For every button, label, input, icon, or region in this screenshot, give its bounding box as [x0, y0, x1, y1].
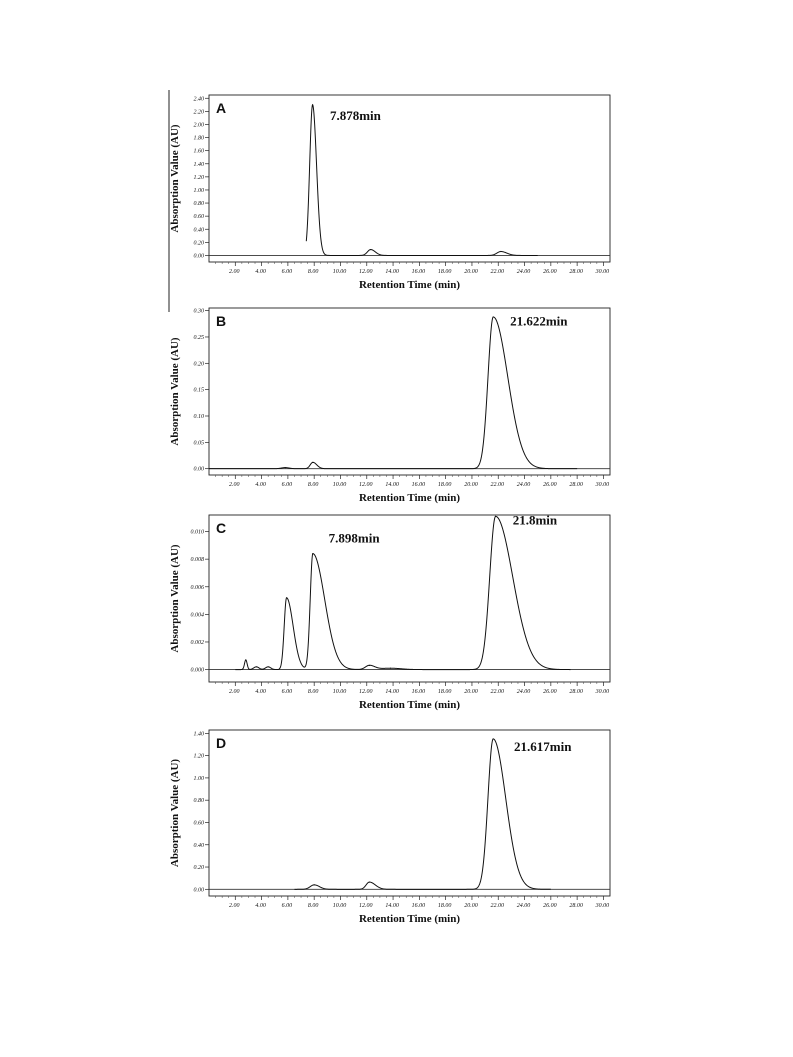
x-tick-label: 28.00 [569, 269, 583, 275]
x-tick-label: 28.00 [569, 482, 583, 488]
x-tick-label: 28.00 [569, 689, 583, 695]
plot-frame [209, 730, 610, 896]
y-tick-label: 0.20 [193, 865, 204, 872]
y-tick-label: 0.004 [190, 612, 204, 619]
x-tick-label: 4.00 [255, 689, 266, 695]
y-axis-title: Absorption Value (AU) [169, 124, 181, 233]
x-tick-label: 16.00 [411, 269, 426, 275]
x-tick-label: 18.00 [437, 482, 452, 488]
y-tick-label: 0.00 [193, 466, 204, 473]
x-tick-label: 20.00 [464, 482, 478, 488]
y-tick-label: 0.006 [190, 584, 204, 591]
y-tick-label: 0.20 [193, 361, 204, 368]
x-tick-label: 12.00 [359, 689, 373, 695]
x-tick-label: 8.00 [307, 903, 319, 909]
y-tick-label: 1.80 [193, 135, 204, 142]
x-axis-title: Retention Time (min) [358, 913, 461, 925]
panel-letter: A [216, 100, 227, 116]
peak-apex [369, 881, 370, 882]
x-tick-label: 18.00 [437, 903, 452, 909]
x-tick-label: 24.00 [516, 689, 531, 695]
signal-trace [209, 317, 577, 469]
x-tick-label: 30.00 [595, 903, 610, 909]
x-tick-label: 30.00 [595, 689, 610, 695]
x-tick-label: 22.00 [490, 689, 504, 695]
y-tick-label: 0.20 [193, 240, 204, 247]
x-tick-label: 14.00 [385, 269, 399, 275]
panel-b [169, 308, 610, 504]
y-tick-label: 0.80 [193, 798, 204, 805]
x-axis-title: Retention Time (min) [358, 279, 461, 291]
peak-apex [286, 597, 287, 598]
plot-frame [209, 512, 610, 682]
y-tick-label: 0.002 [190, 639, 204, 646]
y-tick-label: 0.15 [193, 387, 204, 394]
x-tick-label: 10.00 [332, 689, 347, 695]
peak-apex [390, 668, 391, 669]
x-tick-label: 10.00 [332, 482, 347, 488]
y-tick-label: 2.20 [193, 109, 204, 116]
x-tick-label: 26.00 [543, 269, 557, 275]
y-tick-label: 1.00 [193, 187, 204, 194]
peak-apex [245, 659, 246, 660]
x-axis-title: Retention Time (min) [358, 699, 461, 711]
y-tick-label: 0.008 [190, 557, 204, 564]
y-tick-label: 0.40 [193, 842, 204, 849]
peak-apex [493, 738, 494, 739]
peak-apex [312, 462, 313, 463]
y-axis-title: Absorption Value (AU) [169, 337, 181, 446]
y-tick-label: 1.40 [193, 731, 204, 738]
panel-d [169, 730, 610, 925]
x-tick-label: 16.00 [411, 689, 426, 695]
y-tick-label: 0.25 [193, 334, 204, 341]
x-tick-label: 16.00 [411, 903, 426, 909]
x-tick-label: 24.00 [516, 482, 531, 488]
x-tick-label: 20.00 [464, 689, 478, 695]
x-tick-label: 26.00 [543, 903, 557, 909]
x-tick-label: 10.00 [332, 269, 347, 275]
peak-apex [312, 104, 313, 105]
signal-trace [306, 105, 537, 256]
x-tick-label: 14.00 [385, 903, 399, 909]
x-tick-label: 2.00 [229, 482, 240, 488]
x-tick-label: 20.00 [464, 903, 478, 909]
peak-apex [369, 665, 370, 666]
signal-trace [294, 739, 550, 889]
peak-apex [312, 553, 313, 554]
peak-apex [285, 467, 286, 468]
y-tick-label: 1.60 [193, 148, 204, 155]
x-tick-label: 12.00 [359, 269, 373, 275]
y-tick-label: 1.40 [193, 161, 204, 168]
x-tick-label: 6.00 [281, 903, 293, 909]
y-tick-label: 0.10 [193, 413, 204, 420]
y-axis-title: Absorption Value (AU) [169, 758, 181, 868]
x-tick-label: 10.00 [332, 903, 347, 909]
panel-letter: B [216, 313, 227, 329]
x-tick-label: 6.00 [281, 482, 293, 488]
y-tick-label: 0.80 [193, 201, 204, 208]
peak-apex [500, 251, 501, 252]
x-tick-label: 30.00 [595, 482, 610, 488]
signal-trace [235, 516, 570, 669]
x-tick-label: 8.00 [307, 482, 319, 488]
peak-apex [256, 666, 257, 667]
plot-frame [209, 308, 610, 475]
y-tick-label: 0.00 [193, 253, 204, 260]
y-tick-label: 0.010 [190, 529, 204, 536]
x-tick-label: 14.00 [385, 482, 399, 488]
x-tick-label: 4.00 [255, 903, 266, 909]
y-tick-label: 0.00 [193, 887, 204, 894]
y-tick-label: 0.000 [190, 667, 204, 674]
peak-apex [493, 316, 494, 317]
x-tick-label: 22.00 [490, 482, 504, 488]
x-axis-title: Retention Time (min) [358, 492, 461, 504]
x-tick-label: 16.00 [411, 482, 426, 488]
y-tick-label: 0.05 [193, 440, 204, 447]
panel-letter: D [216, 735, 227, 751]
x-tick-label: 14.00 [385, 689, 399, 695]
peak-annotation: 21.617min [514, 739, 572, 755]
x-tick-label: 8.00 [307, 269, 319, 275]
x-tick-label: 26.00 [543, 482, 557, 488]
y-axis-title: Absorption Value (AU) [169, 544, 181, 653]
x-tick-label: 4.00 [255, 482, 266, 488]
x-tick-label: 4.00 [255, 269, 266, 275]
panel-letter: C [216, 520, 227, 536]
panel-a [169, 95, 610, 291]
x-tick-label: 24.00 [516, 903, 531, 909]
x-tick-label: 12.00 [359, 482, 373, 488]
y-tick-label: 0.40 [193, 227, 204, 234]
x-tick-label: 6.00 [281, 689, 293, 695]
panel-c [169, 513, 610, 711]
x-tick-label: 20.00 [464, 269, 478, 275]
peak-annotation: 21.8min [512, 512, 558, 528]
peak-apex [495, 516, 496, 517]
peak-apex [314, 884, 315, 885]
y-tick-label: 2.40 [193, 96, 204, 103]
x-tick-label: 24.00 [516, 269, 531, 275]
peak-apex [370, 249, 371, 250]
peak-annotation: 7.878min [329, 107, 381, 123]
x-tick-label: 8.00 [307, 689, 319, 695]
y-tick-label: 1.20 [193, 174, 204, 181]
y-tick-label: 2.00 [193, 122, 204, 129]
x-tick-label: 6.00 [281, 269, 293, 275]
x-tick-label: 12.00 [359, 903, 373, 909]
x-tick-label: 2.00 [229, 269, 240, 275]
x-tick-label: 28.00 [569, 903, 583, 909]
x-tick-label: 26.00 [543, 689, 557, 695]
y-tick-label: 1.20 [193, 753, 204, 760]
plot-frame [209, 95, 610, 262]
y-tick-label: 0.60 [193, 820, 204, 827]
y-tick-label: 1.00 [193, 775, 204, 782]
x-tick-label: 2.00 [229, 689, 240, 695]
x-tick-label: 2.00 [229, 903, 240, 909]
x-tick-label: 18.00 [437, 269, 452, 275]
peak-apex [268, 666, 269, 667]
x-tick-label: 22.00 [490, 903, 504, 909]
peak-annotation: 21.622min [510, 313, 568, 329]
x-tick-label: 18.00 [437, 689, 452, 695]
peak-annotation: 7.898min [328, 530, 380, 546]
x-tick-label: 22.00 [490, 269, 504, 275]
y-tick-label: 0.60 [193, 214, 204, 221]
x-tick-label: 30.00 [595, 269, 610, 275]
y-tick-label: 0.30 [193, 308, 204, 315]
